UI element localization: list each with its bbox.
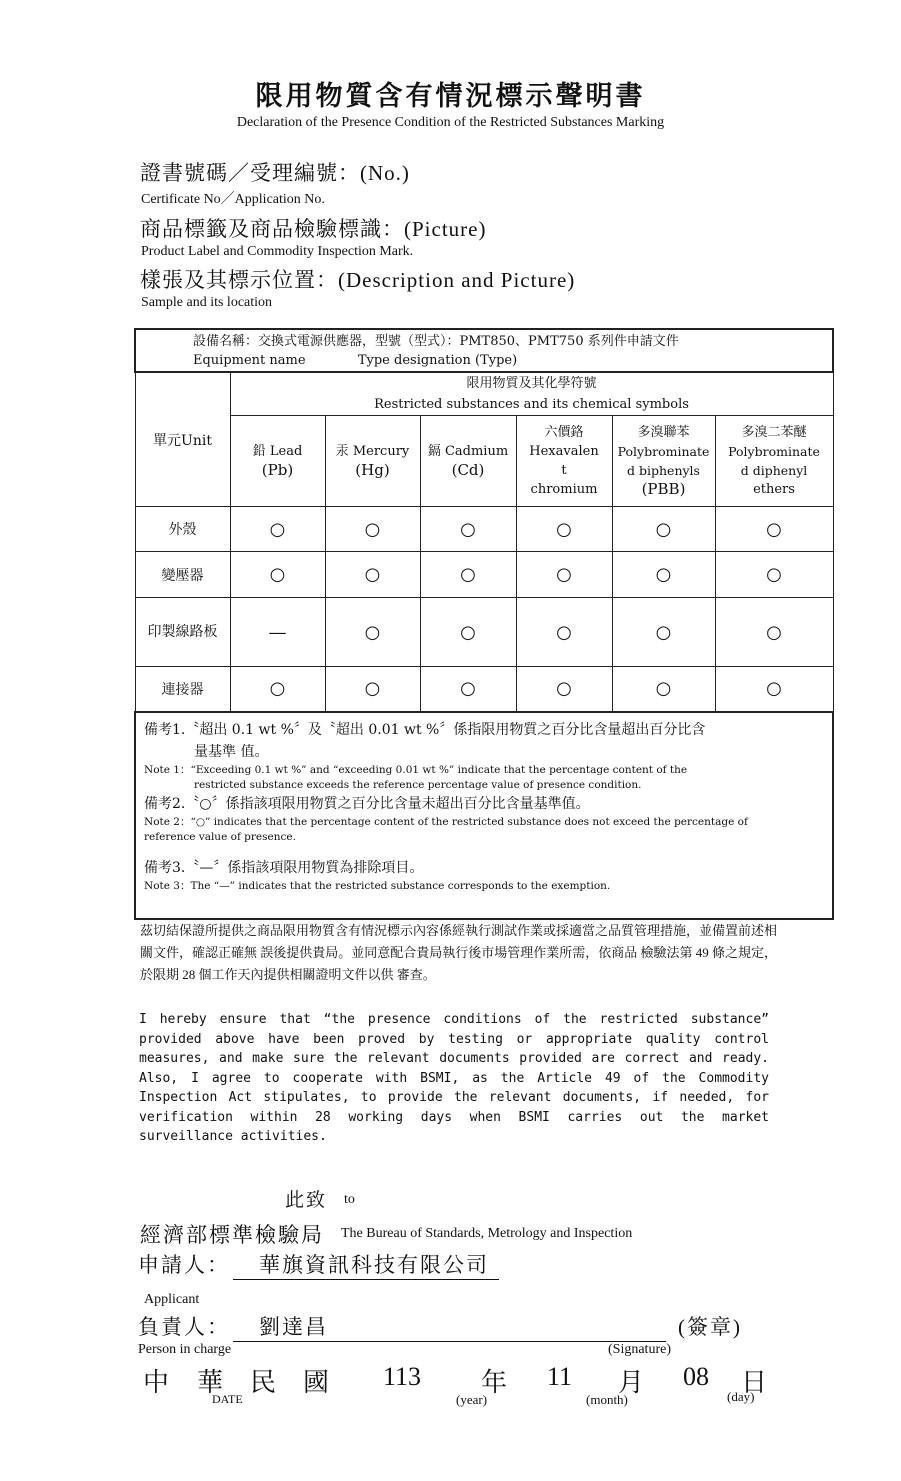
unit-name: 連接器	[135, 667, 230, 712]
notes-cell	[135, 712, 833, 919]
note-1-en: Note 1：“Exceeding 0.1 wt %” and “exceeding 0.01 wt %” indicate that the percentage content of the	[144, 763, 688, 776]
substance-hexavalent-chromium	[516, 416, 612, 507]
date-char: 中	[143, 1368, 170, 1397]
equipment-zh: 設備名稱：交換式電源供應器，型號（型式）：PMT850、PMT750 系列件申請文件	[193, 333, 679, 349]
month-char: 月	[618, 1368, 645, 1397]
table-row	[135, 507, 833, 552]
substance-symbol: (Pb)	[261, 461, 294, 479]
day-en: (day)	[727, 1389, 755, 1404]
document-title: 限用物質含有情況標示聲明書	[255, 81, 646, 111]
unit-name-text: 印製線路板	[147, 624, 218, 640]
person-in-charge-name: 劉達昌	[233, 1311, 666, 1342]
mark-cell: ○	[612, 507, 715, 552]
to-zh: 此致	[285, 1190, 328, 1211]
mark-cell: ○	[612, 552, 715, 598]
unit-header: 單元Unit	[135, 372, 230, 507]
declaration-zh: 茲切結保證所提供之商品限用物質含有情況標示內容係經執行測試作業或採適當之品質管理措施，並備置前述相關文件，確認正確無 誤後提供貴局。並同意配合貴局執行後市場管理作業所需，依商品 檢驗法第 49 條之規定，於限期 28 個工作天內提供相關證明文件以供 審查。	[140, 923, 778, 982]
unit-name	[135, 598, 230, 667]
signature-zh: (簽章)	[678, 1315, 742, 1339]
substance-name: 鎘 Cadmium	[427, 444, 509, 459]
substance-en: Polybrominate d diphenyl	[728, 444, 820, 478]
substance-en-2: ethers	[753, 482, 795, 497]
mark-cell: ○	[420, 552, 516, 598]
person-in-charge-label: 負責人：	[138, 1315, 230, 1339]
substance-en-2: chromium	[530, 482, 598, 497]
substance-pbb	[612, 416, 715, 507]
declaration-en: I hereby ensure that “the presence conditions of the restricted substance” provided above have been proved by testing or appropriate quality control measures, and make sure the relevant documents provided are correct and ready. Also, I agree to cooperate with BSMI, as the Article 49 of the Commodity Inspection Act stipulates, to provide the relevant documents, if needed, for verification within 28 working days when BSMI carries out the market surveillance activities.	[139, 1012, 769, 1144]
day-char: 日	[741, 1368, 768, 1397]
substance-mercury	[325, 416, 420, 507]
day-value: 08	[683, 1362, 709, 1391]
substance-en: Hexavalen t	[529, 444, 599, 478]
note-3-zh: 備考3.〝—〞係指該項限用物質為排除項目。	[144, 859, 424, 876]
sample-location-en: Sample and its location	[141, 295, 273, 310]
substance-symbol: (Cd)	[451, 461, 485, 479]
date-char: 民	[250, 1368, 277, 1397]
unit-name: 變壓器	[135, 552, 230, 598]
unit-name: 外殼	[135, 507, 230, 552]
substance-cadmium	[420, 416, 516, 507]
note-1-en-cont: restricted substance exceeds the reference percentage value of presence condition.	[194, 778, 642, 791]
mark-cell: ○	[612, 667, 715, 712]
product-label-en: Product Label and Commodity Inspection Mark.	[141, 244, 414, 259]
note-2-zh: 備考2.〝○〞係指該項限用物質之百分比含量未超出百分比含量基準值。	[144, 795, 590, 812]
applicant-label: 申請人：	[138, 1253, 230, 1277]
type-designation-en: Type designation (Type)	[357, 352, 518, 368]
note-3-en: Note 3：The “—” indicates that the restricted substance corresponds to the exemption.	[144, 879, 611, 892]
product-label-label: 商品標籤及商品檢驗標識：(Picture)	[140, 217, 487, 241]
to-en: to	[344, 1192, 355, 1207]
certificate-no-en: Certificate No／Application No.	[141, 192, 325, 207]
sample-location-label: 樣張及其標示位置：(Description and Picture)	[140, 268, 576, 292]
year-char: 年	[481, 1368, 508, 1397]
bureau-zh: 經濟部標準檢驗局	[140, 1223, 324, 1247]
mark-cell: ○	[230, 507, 325, 552]
mark-cell: ○	[420, 598, 516, 667]
mark-cell: ○	[715, 552, 833, 598]
month-en: (month)	[586, 1392, 628, 1407]
equipment-name-en: Equipment name	[193, 352, 306, 368]
year-en: (year)	[456, 1392, 488, 1407]
applicant-en: Applicant	[144, 1292, 200, 1307]
substance-symbol: (PBB)	[641, 480, 686, 498]
mark-cell: ○	[325, 667, 420, 712]
applicant-name: 華旗資訊科技有限公司	[233, 1249, 499, 1280]
note-1-zh: 備考1.〝超出 0.1 wt %〞及〝超出 0.01 wt %〞係指限用物質之百分比含量超出百分比含	[144, 721, 706, 738]
document-subtitle: Declaration of the Presence Condition of the Restricted Substances Marking	[236, 115, 665, 130]
bureau-en: The Bureau of Standards, Metrology and Inspection	[341, 1226, 633, 1241]
mark-cell: ○	[715, 667, 833, 712]
year-value: 113	[383, 1362, 422, 1391]
table-row	[135, 552, 833, 598]
date-char: 國	[303, 1368, 330, 1397]
signature-en: (Signature)	[608, 1342, 671, 1357]
note-2-en: Note 2：“○” indicates that the percentage content of the restricted substance does not exceed the percentage of	[144, 815, 748, 828]
mark-cell: ○	[230, 552, 325, 598]
date-en: DATE	[212, 1392, 243, 1406]
mark-cell: ○	[516, 598, 612, 667]
restricted-en: Restricted substances and its chemical symbols	[374, 397, 689, 412]
equipment-cell	[135, 329, 833, 372]
month-value: 11	[547, 1362, 573, 1391]
note-1-zh-cont: 量基準 值。	[194, 743, 269, 760]
table-row	[135, 667, 833, 712]
mark-cell: —	[230, 598, 325, 667]
mark-cell: ○	[325, 598, 420, 667]
substance-symbol: (Hg)	[355, 461, 390, 479]
substance-name: 多溴聯苯	[637, 425, 690, 440]
mark-cell: ○	[516, 507, 612, 552]
substance-name: 多溴二苯醚	[741, 425, 807, 440]
mark-cell: ○	[516, 667, 612, 712]
substance-lead	[230, 416, 325, 507]
substance-pbde	[715, 416, 833, 507]
substance-name: 鉛 Lead	[252, 444, 303, 459]
restricted-header	[230, 372, 833, 416]
substance-en: Polybrominate d biphenyls	[617, 444, 710, 478]
mark-cell: ○	[516, 552, 612, 598]
mark-cell: ○	[230, 667, 325, 712]
restricted-substances-table	[134, 328, 834, 920]
mark-cell: ○	[420, 507, 516, 552]
restricted-zh: 限用物質及其化學符號	[466, 376, 597, 391]
person-in-charge-en: Person in charge	[138, 1342, 232, 1357]
mark-cell: ○	[715, 507, 833, 552]
certificate-no-label: 證書號碼／受理編號：(No.)	[140, 161, 410, 185]
mark-cell: ○	[715, 598, 833, 667]
substance-name: 汞 Mercury	[335, 444, 410, 459]
note-2-en-cont: reference value of presence.	[144, 830, 296, 843]
equipment-en	[193, 351, 832, 370]
mark-cell: ○	[325, 552, 420, 598]
table-row	[135, 598, 833, 667]
mark-cell: ○	[612, 598, 715, 667]
mark-cell: ○	[325, 507, 420, 552]
date-char: 華	[197, 1368, 224, 1397]
mark-cell: ○	[420, 667, 516, 712]
substance-name: 六價鉻	[544, 425, 584, 440]
